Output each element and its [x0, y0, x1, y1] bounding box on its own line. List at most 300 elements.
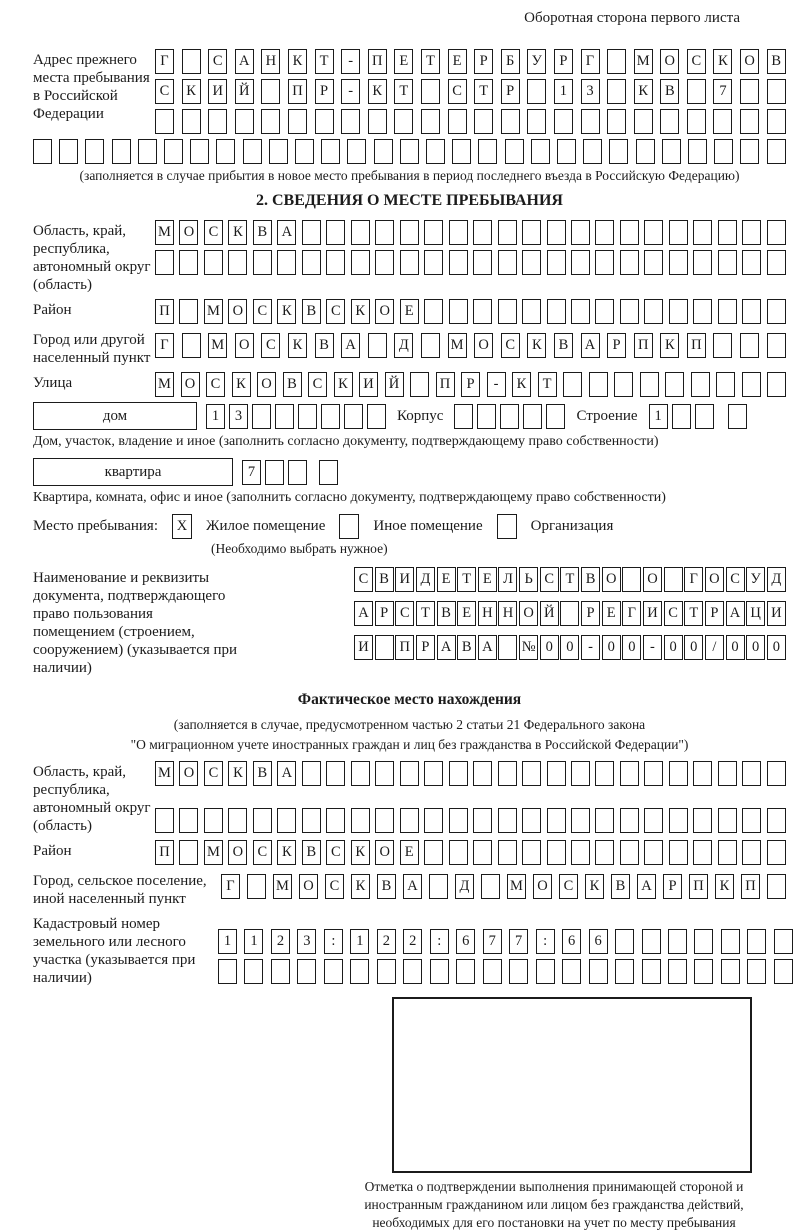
form-cell	[607, 79, 626, 104]
city-label: Город или другой населенный пункт	[33, 332, 151, 366]
form-cell: Ц	[746, 601, 765, 626]
form-cell: С	[448, 79, 467, 104]
prev-address-note: (заполняется в случае прибытия в новое место пребывания в период последнего въезда в Российскую Федерацию)	[79, 168, 740, 183]
form-cell	[669, 840, 688, 865]
form-cell: С	[354, 567, 373, 592]
form-cell	[375, 808, 394, 833]
street-block	[33, 372, 786, 397]
form-cell	[424, 840, 443, 865]
house-box-label: дом	[33, 402, 197, 430]
region-cells	[155, 220, 786, 275]
form-cell: С	[664, 601, 683, 626]
form-cell: А	[235, 49, 254, 74]
form-cell: Р	[416, 635, 435, 660]
form-cell	[531, 139, 550, 164]
al-region-block	[33, 761, 786, 835]
form-cell	[693, 761, 712, 786]
form-cell: В	[283, 372, 302, 397]
form-cell: О	[533, 874, 552, 899]
form-cell	[522, 250, 541, 275]
document-block	[33, 567, 786, 677]
form-cell	[424, 808, 443, 833]
form-cell	[615, 959, 634, 984]
form-cell	[522, 220, 541, 245]
form-cell	[660, 109, 679, 134]
form-cell: К	[715, 874, 734, 899]
form-cell: П	[288, 79, 307, 104]
form-cell	[375, 250, 394, 275]
form-cell	[500, 404, 519, 429]
form-cell: О	[705, 567, 724, 592]
form-cell	[563, 372, 582, 397]
form-cell: В	[302, 840, 321, 865]
form-cell	[740, 109, 759, 134]
form-cell	[562, 959, 581, 984]
form-cell	[721, 959, 740, 984]
form-cell: К	[334, 372, 353, 397]
form-cell: Р	[607, 333, 626, 358]
form-cell: С	[326, 840, 345, 865]
form-cell	[59, 139, 78, 164]
form-cell: В	[253, 220, 272, 245]
form-cell: М	[208, 333, 227, 358]
form-cell	[429, 874, 448, 899]
prev-address-row-4-full	[33, 139, 786, 164]
form-cell: 3	[229, 404, 248, 429]
form-cell	[481, 874, 500, 899]
form-cell	[33, 139, 52, 164]
form-cell: С	[325, 874, 344, 899]
form-cell	[571, 299, 590, 324]
form-cell	[740, 333, 759, 358]
form-cell	[523, 404, 542, 429]
form-cell	[302, 761, 321, 786]
apartment-note: Квартира, комната, офис и иное (заполнить согласно документу, подтверждающему право собственности)	[33, 490, 666, 505]
form-cell	[583, 139, 602, 164]
city-row	[155, 333, 786, 358]
form-cell	[295, 139, 314, 164]
document-row-1	[354, 567, 786, 592]
form-cell	[326, 220, 345, 245]
form-cell: 0	[684, 635, 703, 660]
form-cell: С	[204, 220, 223, 245]
form-cell	[620, 840, 639, 865]
form-cell	[449, 761, 468, 786]
form-cell	[302, 808, 321, 833]
form-cell: -	[341, 79, 360, 104]
form-cell	[595, 220, 614, 245]
form-cell	[642, 959, 661, 984]
form-cell	[498, 220, 517, 245]
form-cell: Т	[560, 567, 579, 592]
form-cell	[742, 840, 761, 865]
form-cell: К	[512, 372, 531, 397]
form-cell: 1	[218, 929, 237, 954]
form-cell: 7	[509, 929, 528, 954]
form-cell: К	[713, 49, 732, 74]
form-cell	[400, 808, 419, 833]
form-cell: Р	[375, 601, 394, 626]
form-cell: Р	[474, 49, 493, 74]
checkbox-organization	[497, 514, 517, 539]
form-cell: Т	[538, 372, 557, 397]
form-cell	[85, 139, 104, 164]
form-cell	[668, 959, 687, 984]
form-cell	[182, 49, 201, 74]
form-cell	[767, 808, 786, 833]
form-cell	[595, 761, 614, 786]
form-cell	[179, 840, 198, 865]
form-cell	[688, 139, 707, 164]
form-cell: 7	[713, 79, 732, 104]
form-cell	[614, 372, 633, 397]
form-cell	[298, 404, 317, 429]
form-cell: В	[581, 567, 600, 592]
form-cell	[571, 220, 590, 245]
form-cell: П	[689, 874, 708, 899]
form-cell: К	[368, 79, 387, 104]
form-cell	[277, 808, 296, 833]
form-cell	[527, 109, 546, 134]
form-cell: А	[354, 601, 373, 626]
form-cell	[595, 808, 614, 833]
form-cell: Д	[394, 333, 413, 358]
form-cell	[669, 299, 688, 324]
form-cell	[344, 404, 363, 429]
form-cell: С	[206, 372, 225, 397]
region-row-2	[155, 250, 786, 275]
actual-location-note-1: (заполняется в случае, предусмотренном частью 2 статьи 21 Федерального закона	[173, 717, 646, 732]
prev-address-cells	[155, 49, 786, 134]
form-cell	[164, 139, 183, 164]
form-cell: В	[437, 601, 456, 626]
house-number-cells	[206, 404, 386, 429]
form-cell	[208, 109, 227, 134]
form-cell: О	[375, 299, 394, 324]
confirmation-stamp-box	[392, 997, 752, 1173]
form-cell: И	[354, 635, 373, 660]
district-block	[33, 299, 786, 324]
document-cells	[354, 567, 786, 660]
form-cell	[449, 220, 468, 245]
form-cell	[403, 959, 422, 984]
al-district-row	[155, 840, 786, 865]
form-cell: К	[527, 333, 546, 358]
form-cell	[302, 250, 321, 275]
document-row-3	[354, 635, 786, 660]
form-cell	[368, 333, 387, 358]
form-cell	[473, 220, 492, 245]
form-cell	[607, 109, 626, 134]
form-cell	[374, 139, 393, 164]
apartment-row	[33, 458, 786, 486]
form-cell	[636, 139, 655, 164]
form-cell: О	[181, 372, 200, 397]
section2-title: 2. СВЕДЕНИЯ О МЕСТЕ ПРЕБЫВАНИЯ	[256, 192, 563, 209]
form-cell	[581, 109, 600, 134]
form-cell	[252, 404, 271, 429]
form-cell	[774, 959, 793, 984]
form-cell: А	[277, 761, 296, 786]
form-cell	[571, 840, 590, 865]
form-cell	[547, 761, 566, 786]
region-block	[33, 220, 786, 294]
form-cell: О	[474, 333, 493, 358]
form-cell: Е	[602, 601, 621, 626]
form-cell	[253, 250, 272, 275]
form-cell: -	[581, 635, 600, 660]
form-cell	[740, 79, 759, 104]
form-cell	[288, 460, 307, 485]
form-cell	[742, 808, 761, 833]
form-cell: 0	[602, 635, 621, 660]
form-cell	[253, 808, 272, 833]
form-cell: П	[634, 333, 653, 358]
form-cell	[547, 299, 566, 324]
al-region-row-1	[155, 761, 786, 786]
form-cell	[424, 761, 443, 786]
form-cell: П	[687, 333, 706, 358]
form-cell	[449, 250, 468, 275]
form-cell	[547, 808, 566, 833]
form-cell	[182, 109, 201, 134]
form-cell	[377, 959, 396, 984]
form-cell	[527, 79, 546, 104]
actual-location-note-2: "О миграционном учете иностранных граждан и лиц без гражданства в Российской Федерации")	[130, 737, 689, 752]
form-cell	[190, 139, 209, 164]
region-row-1	[155, 220, 786, 245]
form-cell	[694, 959, 713, 984]
form-cell: О	[519, 601, 538, 626]
form-cell	[509, 959, 528, 984]
form-cell	[179, 250, 198, 275]
cadastral-label: Кадастровый номер земельного или лесного участка (указывается при наличии)	[33, 916, 196, 986]
form-cell: В	[554, 333, 573, 358]
form-cell: П	[155, 840, 174, 865]
form-cell	[277, 250, 296, 275]
form-cell	[367, 404, 386, 429]
form-cell: :	[324, 929, 343, 954]
form-cell: А	[726, 601, 745, 626]
form-cell	[767, 139, 786, 164]
form-cell	[595, 250, 614, 275]
form-cell	[424, 250, 443, 275]
form-cell	[742, 299, 761, 324]
prev-address-row-3	[155, 109, 786, 134]
form-cell	[275, 404, 294, 429]
option-residential-label: Жилое помещение	[206, 518, 326, 534]
district-row	[155, 299, 786, 324]
form-cell	[271, 959, 290, 984]
form-cell	[350, 959, 369, 984]
form-cell	[326, 761, 345, 786]
form-cell: С	[559, 874, 578, 899]
form-cell	[324, 959, 343, 984]
form-cell: 1	[649, 404, 668, 429]
form-cell	[547, 840, 566, 865]
form-cell: К	[351, 874, 370, 899]
form-cell	[269, 139, 288, 164]
form-cell	[473, 299, 492, 324]
form-cell	[620, 220, 639, 245]
form-cell	[351, 761, 370, 786]
form-cell	[644, 808, 663, 833]
form-cell: О	[660, 49, 679, 74]
al-city-row	[221, 874, 786, 899]
form-cell	[767, 840, 786, 865]
form-cell	[718, 808, 737, 833]
form-cell: 1	[350, 929, 369, 954]
form-cell	[644, 250, 663, 275]
form-cell: М	[273, 874, 292, 899]
form-cell: Р	[705, 601, 724, 626]
form-cell	[547, 250, 566, 275]
form-cell	[421, 109, 440, 134]
district-label: Район	[33, 302, 72, 318]
form-cell	[742, 761, 761, 786]
form-cell: 0	[622, 635, 641, 660]
form-cell: М	[507, 874, 526, 899]
form-cell: М	[204, 840, 223, 865]
al-city-block	[33, 870, 786, 908]
form-cell	[341, 109, 360, 134]
form-cell	[302, 220, 321, 245]
form-cell	[424, 220, 443, 245]
form-cell: П	[436, 372, 455, 397]
form-cell: 3	[297, 929, 316, 954]
form-cell	[644, 761, 663, 786]
cadastral-block	[33, 913, 786, 987]
form-cell	[774, 929, 793, 954]
form-cell	[204, 808, 223, 833]
stamp-caption: Отметка о подтверждении выполнения принимающей стороной и иностранным гражданином или лицом без гражданства действий, необходимых для его постановки на учет по месту пребывания	[364, 1179, 744, 1230]
form-cell	[454, 404, 473, 429]
form-cell: /	[705, 635, 724, 660]
street-row	[155, 372, 786, 397]
form-cell	[694, 929, 713, 954]
checkbox-other-premise	[339, 514, 359, 539]
form-cell: 3	[581, 79, 600, 104]
form-cell: С	[540, 567, 559, 592]
form-cell	[644, 840, 663, 865]
form-cell: 1	[244, 929, 263, 954]
page-header-note: Оборотная сторона первого листа	[524, 10, 740, 26]
form-cell	[112, 139, 131, 164]
form-cell	[546, 404, 565, 429]
prev-address-row-2	[155, 79, 786, 104]
form-cell: 6	[456, 929, 475, 954]
form-cell	[400, 761, 419, 786]
form-cell: А	[637, 874, 656, 899]
form-cell	[244, 959, 263, 984]
form-cell	[375, 761, 394, 786]
form-cell: 7	[242, 460, 261, 485]
form-cell: К	[634, 79, 653, 104]
form-cell: С	[501, 333, 520, 358]
form-cell	[498, 250, 517, 275]
form-cell: О	[257, 372, 276, 397]
form-cell: В	[660, 79, 679, 104]
form-cell: Т	[684, 601, 703, 626]
form-cell: А	[478, 635, 497, 660]
form-cell	[228, 808, 247, 833]
al-district-label: Район	[33, 843, 72, 859]
form-cell	[501, 109, 520, 134]
form-cell	[664, 567, 683, 592]
form-cell	[669, 220, 688, 245]
form-cell	[609, 139, 628, 164]
form-cell: 0	[767, 635, 786, 660]
form-cell: А	[403, 874, 422, 899]
form-cell: 1	[206, 404, 225, 429]
form-cell	[410, 372, 429, 397]
form-cell	[498, 808, 517, 833]
form-cell: К	[277, 299, 296, 324]
form-cell	[571, 250, 590, 275]
form-cell	[714, 139, 733, 164]
form-cell	[747, 959, 766, 984]
form-cell: П	[741, 874, 760, 899]
form-cell	[326, 250, 345, 275]
form-cell: И	[767, 601, 786, 626]
form-cell: Г	[155, 49, 174, 74]
form-cell: Г	[622, 601, 641, 626]
form-cell	[767, 109, 786, 134]
form-cell: О	[375, 840, 394, 865]
form-cell	[668, 929, 687, 954]
apartment-cells	[242, 460, 338, 485]
form-cell	[718, 840, 737, 865]
form-cell: Е	[478, 567, 497, 592]
form-cell: Р	[461, 372, 480, 397]
form-cell: С	[208, 49, 227, 74]
form-cell	[695, 404, 714, 429]
form-cell	[424, 299, 443, 324]
apartment-box-label: квартира	[33, 458, 233, 486]
form-cell: К	[228, 220, 247, 245]
form-cell	[326, 808, 345, 833]
form-cell: -	[341, 49, 360, 74]
form-cell	[449, 840, 468, 865]
form-cell: М	[634, 49, 653, 74]
form-cell	[742, 372, 761, 397]
form-cell	[767, 220, 786, 245]
form-cell	[767, 761, 786, 786]
form-cell	[665, 372, 684, 397]
form-cell	[620, 250, 639, 275]
form-cell	[498, 635, 517, 660]
form-cell	[394, 109, 413, 134]
form-cell	[728, 404, 747, 429]
form-cell: С	[726, 567, 745, 592]
al-city-label: Город, сельское поселение, иной населенный пункт	[33, 873, 207, 907]
region-label: Область, край, республика, автономный округ (область)	[33, 223, 151, 293]
form-cell	[640, 372, 659, 397]
form-cell	[321, 139, 340, 164]
form-cell: Г	[581, 49, 600, 74]
form-cell: М	[155, 220, 174, 245]
cadastral-row-2	[218, 959, 793, 984]
form-cell: Т	[421, 49, 440, 74]
form-cell: Е	[400, 299, 419, 324]
form-cell: 0	[726, 635, 745, 660]
street-label: Улица	[33, 375, 73, 391]
form-cell	[644, 220, 663, 245]
form-cell	[421, 79, 440, 104]
stay-type-note: (Необходимо выбрать нужное)	[211, 541, 388, 556]
form-cell	[536, 959, 555, 984]
form-cell	[179, 299, 198, 324]
